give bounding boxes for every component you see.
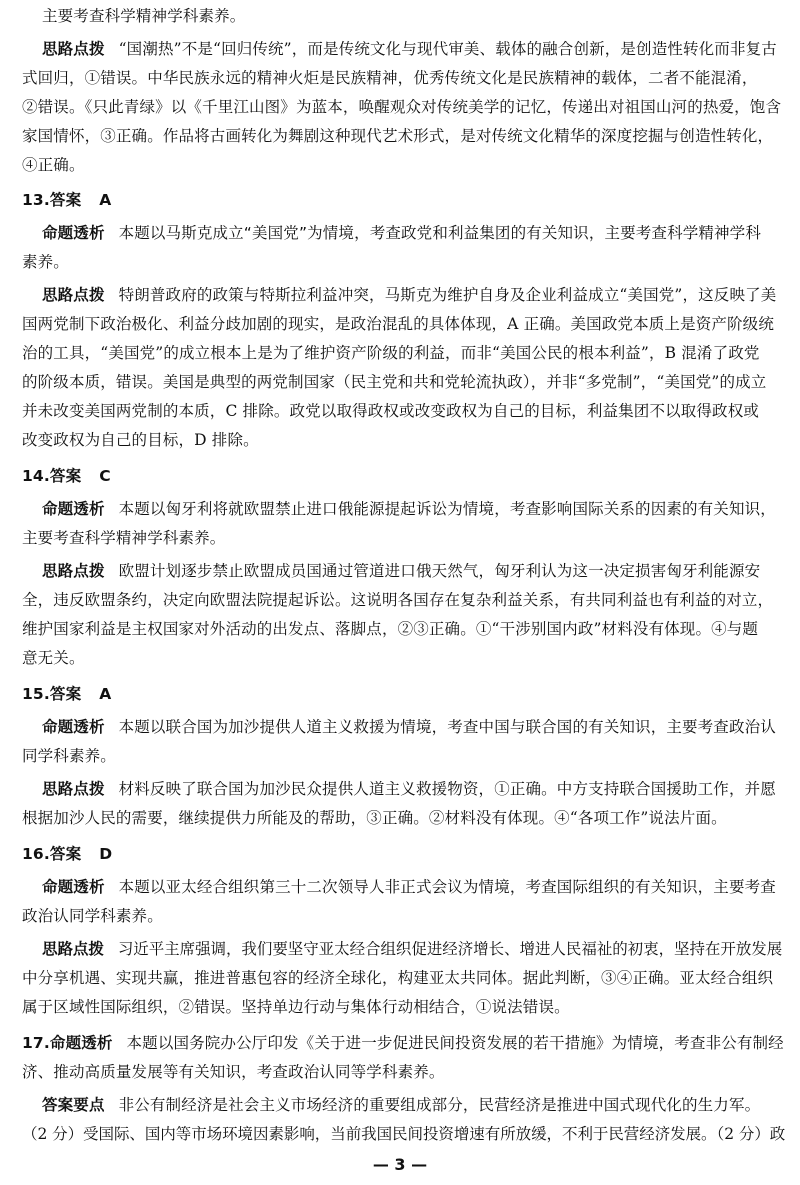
think-label: 思路点拨 (42, 940, 104, 958)
answer-value: A (99, 191, 112, 209)
q17-points-line-2: （2 分）受国际、国内等市场环境因素影响，当前我国民间投资增速有所放缓，不利于民营经济发展。（2 分）政 (22, 1125, 786, 1143)
q12-think-line-3: ②错误。《只此青绿》以《千里江山图》为蓝本，唤醒观众对传统美学的记忆，传递出对祖国山河的热爱，饱含 (22, 98, 782, 116)
q14-intro-line-2: 主要考查科学精神学科素养。 (22, 529, 226, 547)
answer-value: D (99, 845, 113, 863)
q14-think-line-3: 维护国家利益是主权国家对外活动的出发点、落脚点，②③正确。①“干涉别国内政”材料没有体现。④与题 (22, 620, 759, 638)
intro-label: 命题透析 (42, 718, 105, 736)
question-number: 15. (22, 685, 50, 703)
q13-answer-line (22, 190, 111, 210)
q16-think-line-1: 思路点拨 习近平主席强调，我们要坚守亚太经合组织促进经济增长、增进人民福祉的初衷，坚持在开放发展 (42, 940, 783, 958)
think-label: 思路点拨 (42, 780, 105, 798)
answer-label: 答案 (49, 685, 82, 703)
q14-think-line-4: 意无关。 (22, 649, 85, 667)
q17-intro-line-1: 17.命题透析 本题以国务院办公厅印发《关于进一步促进民间投资发展的若干措施》为情境，考查非公有制经 (22, 1034, 784, 1052)
answer-value: C (99, 467, 111, 485)
q16-think-line-3: 属于区域性国际组织，②错误。坚持单边行动与集体行动相结合，①说法错误。 (22, 998, 570, 1016)
q12-think-line-1: 思路点拨 “国潮热”不是“回归传统”，而是传统文化与现代审美、载体的融合创新，是创造性转化而非复古 (42, 40, 777, 58)
think-label: 思路点拨 (42, 286, 105, 304)
intro-label: 命题透析 (42, 878, 105, 896)
intro-label: 命题透析 (42, 500, 105, 518)
question-number: 16. (22, 845, 50, 863)
points-label: 答案要点 (42, 1096, 105, 1114)
q15-intro-line-1: 命题透析 本题以联合国为加沙提供人道主义救援为情境，考查中国与联合国的有关知识，主要考查政治认 (42, 718, 776, 736)
q13-think-line-2: 国两党制下政治极化、利益分歧加剧的现实，是政治混乱的具体体现，A 正确。美国政党本质上是资产阶级统 (22, 315, 774, 333)
q13-intro-line-1: 命题透析 本题以马斯克成立“美国党”为情境，考查政党和利益集团的有关知识，主要考查科学精神学科 (42, 224, 761, 242)
q15-think-line-2: 根据加沙人民的需要，继续提供力所能及的帮助，③正确。②材料没有体现。④“各项工作”说法片面。 (22, 809, 727, 827)
q14-think-line-2: 全，违反欧盟条约，决定向欧盟法院提起诉讼。这说明各国存在复杂利益关系，有共同利益也有利益的对立， (22, 591, 774, 609)
q16-answer-line (22, 844, 112, 864)
q12-think-line-4: 家国情怀，③正确。作品将古画转化为舞剧这种现代艺术形式，是对传统文化精华的深度挖掘与创造性转化， (22, 127, 774, 145)
q13-think-line-1: 思路点拨 特朗普政府的政策与特斯拉利益冲突，马斯克为维护自身及企业利益成立“美国党”，这反映了美 (42, 286, 777, 304)
question-number: 17. (22, 1034, 50, 1052)
q12-intro-tail: 主要考查科学精神学科素养。 (42, 7, 246, 25)
think-label: 思路点拨 (42, 562, 105, 580)
q17-intro-line-2: 济、推动高质量发展等有关知识，考查政治认同等学科素养。 (22, 1063, 445, 1081)
q15-think-line-1: 思路点拨 材料反映了联合国为加沙民众提供人道主义救援物资，①正确。中方支持联合国援助工作，并愿 (42, 780, 776, 798)
answer-label: 答案 (49, 845, 82, 863)
intro-label: 命题透析 (42, 224, 105, 242)
answer-label: 答案 (49, 191, 82, 209)
q17-points-line-1: 答案要点 非公有制经济是社会主义市场经济的重要组成部分，民营经济是推进中国式现代化的生力军。 (42, 1096, 761, 1114)
q14-intro-line-1: 命题透析 本题以匈牙利将就欧盟禁止进口俄能源提起诉讼为情境，考查影响国际关系的因素的有关知识， (42, 500, 776, 518)
page-number: — 3 — (372, 1155, 428, 1174)
q16-intro-line-2: 政治认同学科素养。 (22, 907, 163, 925)
q14-think-line-1: 思路点拨 欧盟计划逐步禁止欧盟成员国通过管道进口俄天然气，匈牙利认为这一决定损害匈牙利能源安 (42, 562, 761, 580)
q13-intro-line-2: 素养。 (22, 253, 69, 271)
think-label: 思路点拨 (42, 40, 105, 58)
q16-think-line-2: 中分享机遇、实现共赢，推进普惠包容的经济全球化，构建亚太共同体。据此判断，③④正确。亚太经合组织 (22, 969, 774, 987)
answer-value: A (99, 685, 112, 703)
question-number: 14. (22, 467, 50, 485)
q12-think-line-5: ④正确。 (22, 156, 85, 174)
q13-think-line-5: 并未改变美国两党制的本质，C 排除。政党以取得政权或改变政权为自己的目标，利益集团不以取得政权或 (22, 402, 759, 420)
answer-label: 答案 (49, 467, 82, 485)
q12-think-line-2: 式回归，①错误。中华民族永远的精神火炬是民族精神，优秀传统文化是民族精神的载体，二者不能混淆， (22, 69, 758, 87)
q16-intro-line-1: 命题透析 本题以亚太经合组织第三十二次领导人非正式会议为情境，考查国际组织的有关知识，主要考查 (42, 878, 776, 896)
q13-think-line-6: 改变政权为自己的目标，D 排除。 (22, 431, 259, 449)
q14-answer-line (22, 466, 111, 486)
q13-think-line-3: 治的工具，“美国党”的成立根本上是为了维护资产阶级的利益，而非“美国公民的根本利益”，B 混淆了政党 (22, 344, 760, 362)
question-number: 13. (22, 191, 50, 209)
q15-answer-line (22, 684, 111, 704)
q13-think-line-4: 的阶级本质，错误。美国是典型的两党制国家（民主党和共和党轮流执政），并非“多党制”，“美国党”的成立 (22, 373, 767, 391)
intro-label: 命题透析 (49, 1034, 113, 1052)
q15-intro-line-2: 同学科素养。 (22, 747, 116, 765)
